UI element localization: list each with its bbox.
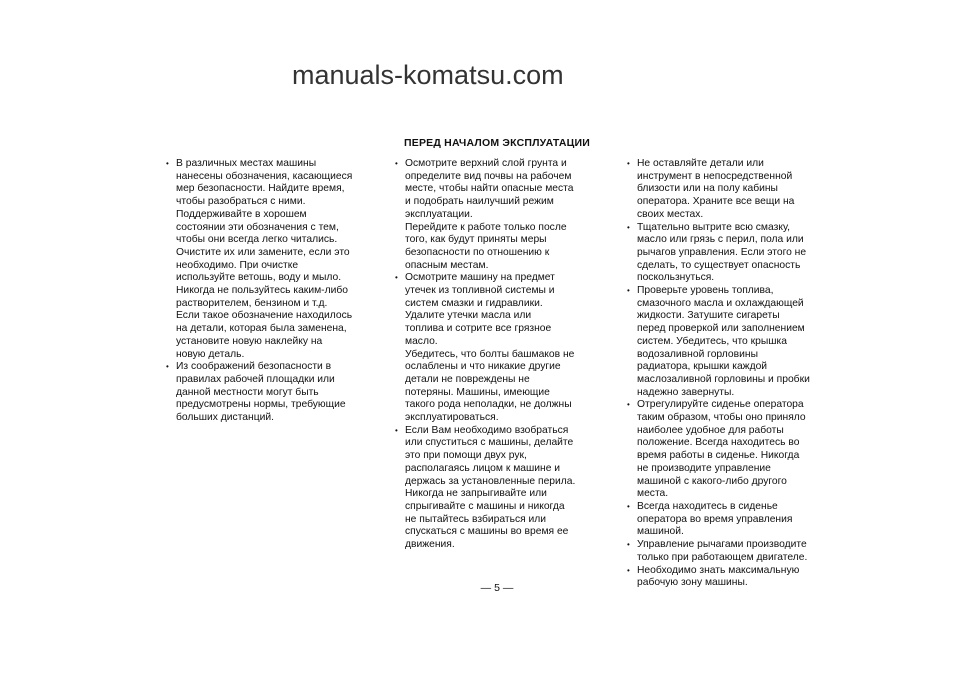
column-right [627, 158, 852, 590]
column-left [166, 158, 391, 425]
column-middle [395, 158, 620, 552]
watermark: manuals-komatsu.com [292, 60, 564, 90]
bullet-item: • Отрегулируйте сиденье оператора таким образом, чтобы оно приняло наиболее удобное для работы положение. Всегда находитесь во время работы в сиденье. Никогда не производите управление машиной с какого-либо другого места. [627, 399, 852, 501]
bullet-item: • Всегда находитесь в сиденье оператора во время управления машиной. [627, 501, 852, 539]
bullet-item: • Если Вам необходимо взобраться или спуститься с машины, делайте это при помощи двух рук, располагаясь лицом к машине и держась за установленные перила. Никогда не запрыгивайте или спрыгивайте с машины и никогда не пытайтесь взбираться или спускаться с машины во время ее движения. [395, 425, 620, 552]
bullet-item: • Управление рычагами производите только при работающем двигателе. [627, 539, 852, 564]
bullet-item: • В различных местах машины нанесены обозначения, касающиеся мер безопасности. Найдите время, чтобы разобраться с ними. Поддерживайте в хорошем состоянии эти обозначения с тем, чтобы они всегда легко читались. Очистите их или замените, если это необходимо. При очистке используйте ветошь, воду и мыло. Никогда не пользуйтесь каким-либо растворителем, бензином и т.д. Если такое обозначение находилось на детали, которая была заменена, установите новую наклейку на новую деталь. [166, 158, 391, 361]
bullet-item: • Из соображений безопасности в правилах рабочей площадки или данной местности могут быть предусмотрены нормы, требующие больших дистанций. [166, 361, 391, 425]
bullet-item: • Осмотрите машину на предмет утечек из топливной системы и систем смазки и гидравлики. Удалите утечки масла или топлива и сотрите все грязное масло. Убедитесь, что болты башмаков не ослаблены и что никакие другие детали не повреждены не потеряны. Машины, имеющие такого рода неполадки, не должны эксплуатироваться. [395, 272, 620, 424]
bullet-item: • Тщательно вытрите всю смазку, масло или грязь с перил, пола или рычагов управления. Если этого не сделать, то существует опасность поскользнуться. [627, 222, 852, 286]
bullet-item: • Необходимо знать максимальную рабочую зону машины. [627, 565, 852, 590]
bullet-item: • Не оставляйте детали или инструмент в непосредственной близости или на полу кабины оператора. Храните все вещи на своих местах. [627, 158, 852, 222]
bullet-item: • Проверьте уровень топлива, смазочного масла и охлаждающей жидкости. Затушите сигареты перед проверкой или заполнением систем. Убедитесь, что крышка водозаливной горловины радиатора, крышки каждой маслозаливной горловины и пробки надежно завернуты. [627, 285, 852, 399]
section-title: ПЕРЕД НАЧАЛОМ ЭКСПЛУАТАЦИИ [404, 137, 590, 149]
page-number: — 5 — [480, 582, 514, 594]
bullet-item: • Осмотрите верхний слой грунта и определите вид почвы на рабочем месте, чтобы найти опасные места и подобрать наилучший режим эксплуатации. Перейдите к работе только после того, как будут приняты меры безопасности по отношению к опасным местам. [395, 158, 620, 272]
